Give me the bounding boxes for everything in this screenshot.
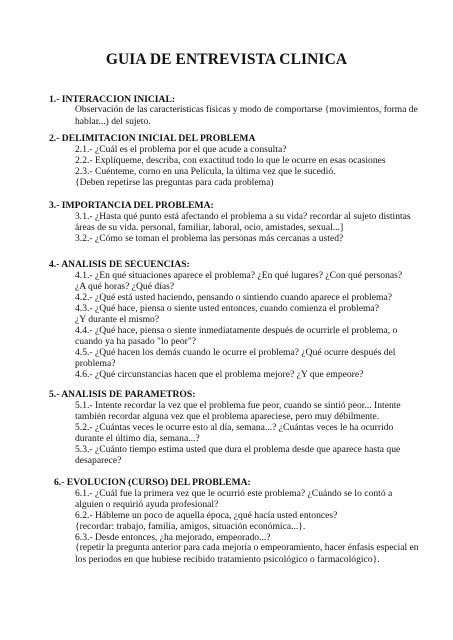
section-6-line: los periodos en que hubiese recibido tratamiento psicológico o farmacológico}. (75, 554, 380, 565)
section-2-line: 2.3.- Cuénteme, corno en una Película, la última vez que le sucedió. (75, 166, 336, 177)
section-heading-2: 2.- DELIMITACION INICIAL DEL PROBLEMA (49, 133, 256, 144)
section-1-line: Observación de las características físicas y modo de comportarse {movimientos, forma de (75, 105, 418, 115)
section-6-line: 6.2.- Hábleme un poco de aquella época, ¿qué hacía usted entonces? (75, 510, 338, 521)
section-4-line: problema? (75, 358, 116, 369)
section-heading-4: 4.- ANALISIS DE SECUENCIAS: (49, 259, 190, 270)
section-4-line: 4.5.- ¿Qué hacen los demás cuando le ocurre el problema? ¿Qué ocurre después del (75, 347, 396, 358)
section-1-line: hablar...) del sujeto. (75, 116, 151, 127)
section-6-line: alguien o requirió ayuda profesional? (75, 499, 219, 510)
section-heading-3: 3.- IMPORTANCIA DEL PROBLEMA: (49, 200, 214, 211)
section-5-line: 5.3.- ¿Cuánto tiempo estima usted que dura el problema desde que aparece hasta que (75, 444, 401, 455)
section-2-line: 2.1.- ¿Cuál es el problema por el que acude a consulta? (75, 144, 287, 155)
section-heading-1: 1.- INTERACCION INICIAL: (49, 94, 176, 105)
section-4-line: 4.4.- ¿Qué hace, piensa o siente inmediatamente después de ocurrirle el problema, o (75, 325, 398, 336)
section-4-line: 4.1.- ¿En qué situaciones aparece el problema? ¿En qué lugares? ¿Con qué personas? (75, 270, 403, 281)
section-6-line: 6.1.- ¿Cuál fue la primera vez que le ocurrió este problema? ¿Cuándo se lo contó a (75, 488, 393, 499)
section-6-line: {recordar: trabajo, familia, amigos, situación económica...}. (75, 521, 306, 532)
section-5-line: 5.1.- Intente recordar la vez que el problema fue peor, cuando se sintió peor... Intente (75, 400, 401, 411)
section-5-line: 5.2.- ¿Cuántas veces le ocurre esto al día, semana...? ¿Cuántas veces le ha ocurrido (75, 422, 394, 433)
section-4-line: ¿A qué horas? ¿Qué días? (75, 281, 175, 292)
section-5-line: desaparece? (75, 455, 122, 466)
section-3-line: 3.2.- ¿Cómo se toman el problema las personas más cercanas a usted? (75, 233, 344, 244)
section-4-line: ¿Y durante el mismo? (75, 314, 160, 325)
section-5-line: durante el último día, semana...? (75, 433, 200, 444)
section-3-line: 3.1.- ¿Hasta qué punto está afectando el problema a su vida? recordar al sujeto distintas (75, 211, 411, 222)
section-6-line: {repetir la pregunta anterior para cada mejoría o empeoramiento, hacer énfasis especial en (75, 543, 419, 553)
section-heading-6: 6.- EVOLUCION (CURSO) DEL PROBLEMA: (54, 477, 251, 488)
document-title: GUIA DE ENTREVISTA CLINICA (105, 51, 348, 68)
section-4-line: 4.6.- ¿Qué circunstancias hacen que el problema mejore? ¿Y que empeore? (75, 369, 364, 380)
section-4-line: 4.3.- ¿Qué hace, piensa o siente usted entonces, cuando comienza el problema? (75, 303, 379, 314)
section-heading-5: 5.- ANALISIS DE PARAMETROS: (49, 389, 196, 400)
section-4-line: 4.2.- ¿Qué está usted haciendo, pensando o sintiendo cuando aparece el problema? (75, 292, 393, 303)
section-4-line: cuando ya ha pasado "lo peor"? (75, 336, 197, 347)
section-2-line: 2.2.- Explíqueme, describa, con exactitud todo lo que le ocurre en esas ocasiones (75, 155, 386, 166)
section-6-line: 6.3.- Desde entonces, ¿ha mejorado, empeorado...? (75, 532, 271, 543)
section-5-line: también recordar alguna vez que el problema apareciese, pero muy débilmente. (75, 411, 380, 422)
section-3-line: áreas de su vida. personal, familiar, laboral, ocio, amistades, sexual...] (75, 222, 344, 233)
section-2-line: {Deben repetirse las preguntas para cada problema) (75, 177, 274, 188)
